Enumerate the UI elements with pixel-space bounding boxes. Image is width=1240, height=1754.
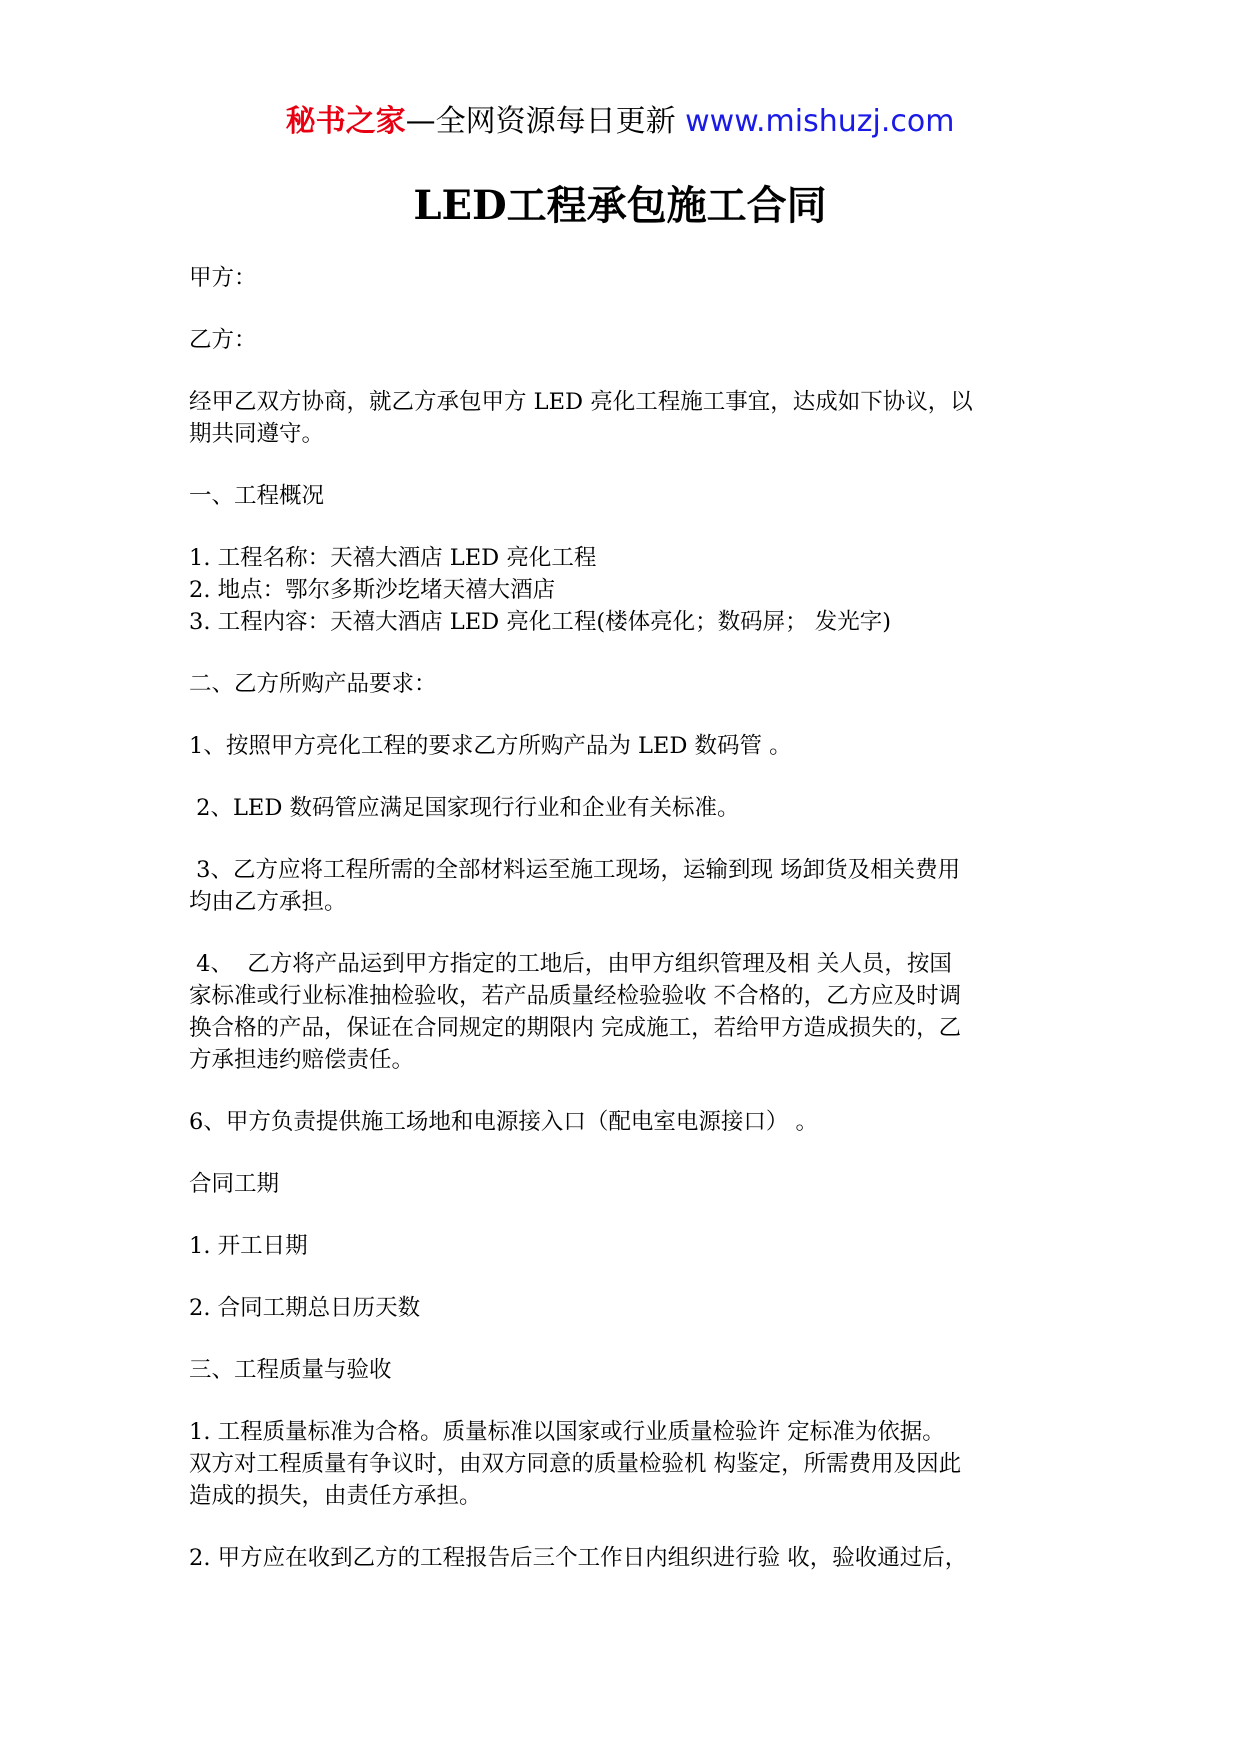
party-b-line: 乙方：	[189, 327, 257, 353]
product-req-1: 1、按照甲方亮化工程的要求乙方所购产品为 LED 数码管 。	[189, 733, 792, 759]
site-brand: 秘书之家	[285, 104, 406, 139]
product-req-4-line-3: 换合格的产品，保证在合同规定的期限内 完成施工，若给甲方造成损失的，乙	[189, 1015, 962, 1041]
product-req-4-line-1: 4、 乙方将产品运到甲方指定的工地后，由甲方组织管理及相 关人员，按国	[189, 951, 952, 977]
party-a-line: 甲方：	[189, 265, 257, 291]
site-tagline: —全网资源每日更新	[405, 104, 676, 139]
quality-item-1-line-2: 双方对工程质量有争议时，由双方同意的质量检验机 构鉴定，所需费用及因此	[189, 1451, 962, 1477]
document-title: LED工程承包施工合同	[413, 182, 827, 229]
total-days-item: 2. 合同工期总日历天数	[189, 1295, 421, 1321]
site-url-link[interactable]: www.mishuzj.com	[685, 104, 955, 139]
product-req-3-line-1: 3、乙方应将工程所需的全部材料运至施工现场，运输到现 场卸货及相关费用	[189, 857, 961, 883]
intro-paragraph-line-2: 期共同遵守。	[189, 421, 325, 447]
site-banner	[0, 100, 1240, 144]
intro-paragraph-line-1: 经甲乙双方协商，就乙方承包甲方 LED 亮化工程施工事宜，达成如下协议，以	[189, 389, 973, 415]
contract-body	[189, 262, 1055, 1574]
section-1-heading: 一、工程概况	[189, 483, 325, 509]
section-3-heading: 三、工程质量与验收	[189, 1357, 392, 1383]
product-req-3-line-2: 均由乙方承担。	[189, 889, 347, 915]
section-2-heading: 二、乙方所购产品要求：	[189, 671, 437, 697]
project-name-item: 1. 工程名称：天禧大酒店 LED 亮化工程	[189, 545, 597, 571]
schedule-heading: 合同工期	[189, 1171, 280, 1197]
product-req-2: 2、LED 数码管应满足国家现行行业和企业有关标准。	[189, 795, 740, 821]
project-location-item: 2. 地点：鄂尔多斯沙圪堵天禧大酒店	[189, 577, 556, 603]
quality-item-1-line-1: 1. 工程质量标准为合格。质量标准以国家或行业质量检验许 定标准为依据。	[189, 1419, 945, 1445]
project-content-item: 3. 工程内容：天禧大酒店 LED 亮化工程(楼体亮化；数码屏； 发光字)	[189, 609, 892, 635]
quality-item-2-line-1: 2. 甲方应在收到乙方的工程报告后三个工作日内组织进行验 收，验收通过后，	[189, 1545, 968, 1571]
quality-item-1-line-3: 造成的损失，由责任方承担。	[189, 1483, 482, 1509]
start-date-item: 1. 开工日期	[189, 1233, 308, 1259]
product-req-4-line-2: 家标准或行业标准抽检验收，若产品质量经检验验收 不合格的，乙方应及时调	[189, 983, 962, 1009]
product-req-6: 6、甲方负责提供施工场地和电源接入口（配电室电源接口） 。	[189, 1109, 818, 1135]
product-req-4-line-4: 方承担违约赔偿责任。	[189, 1047, 415, 1073]
